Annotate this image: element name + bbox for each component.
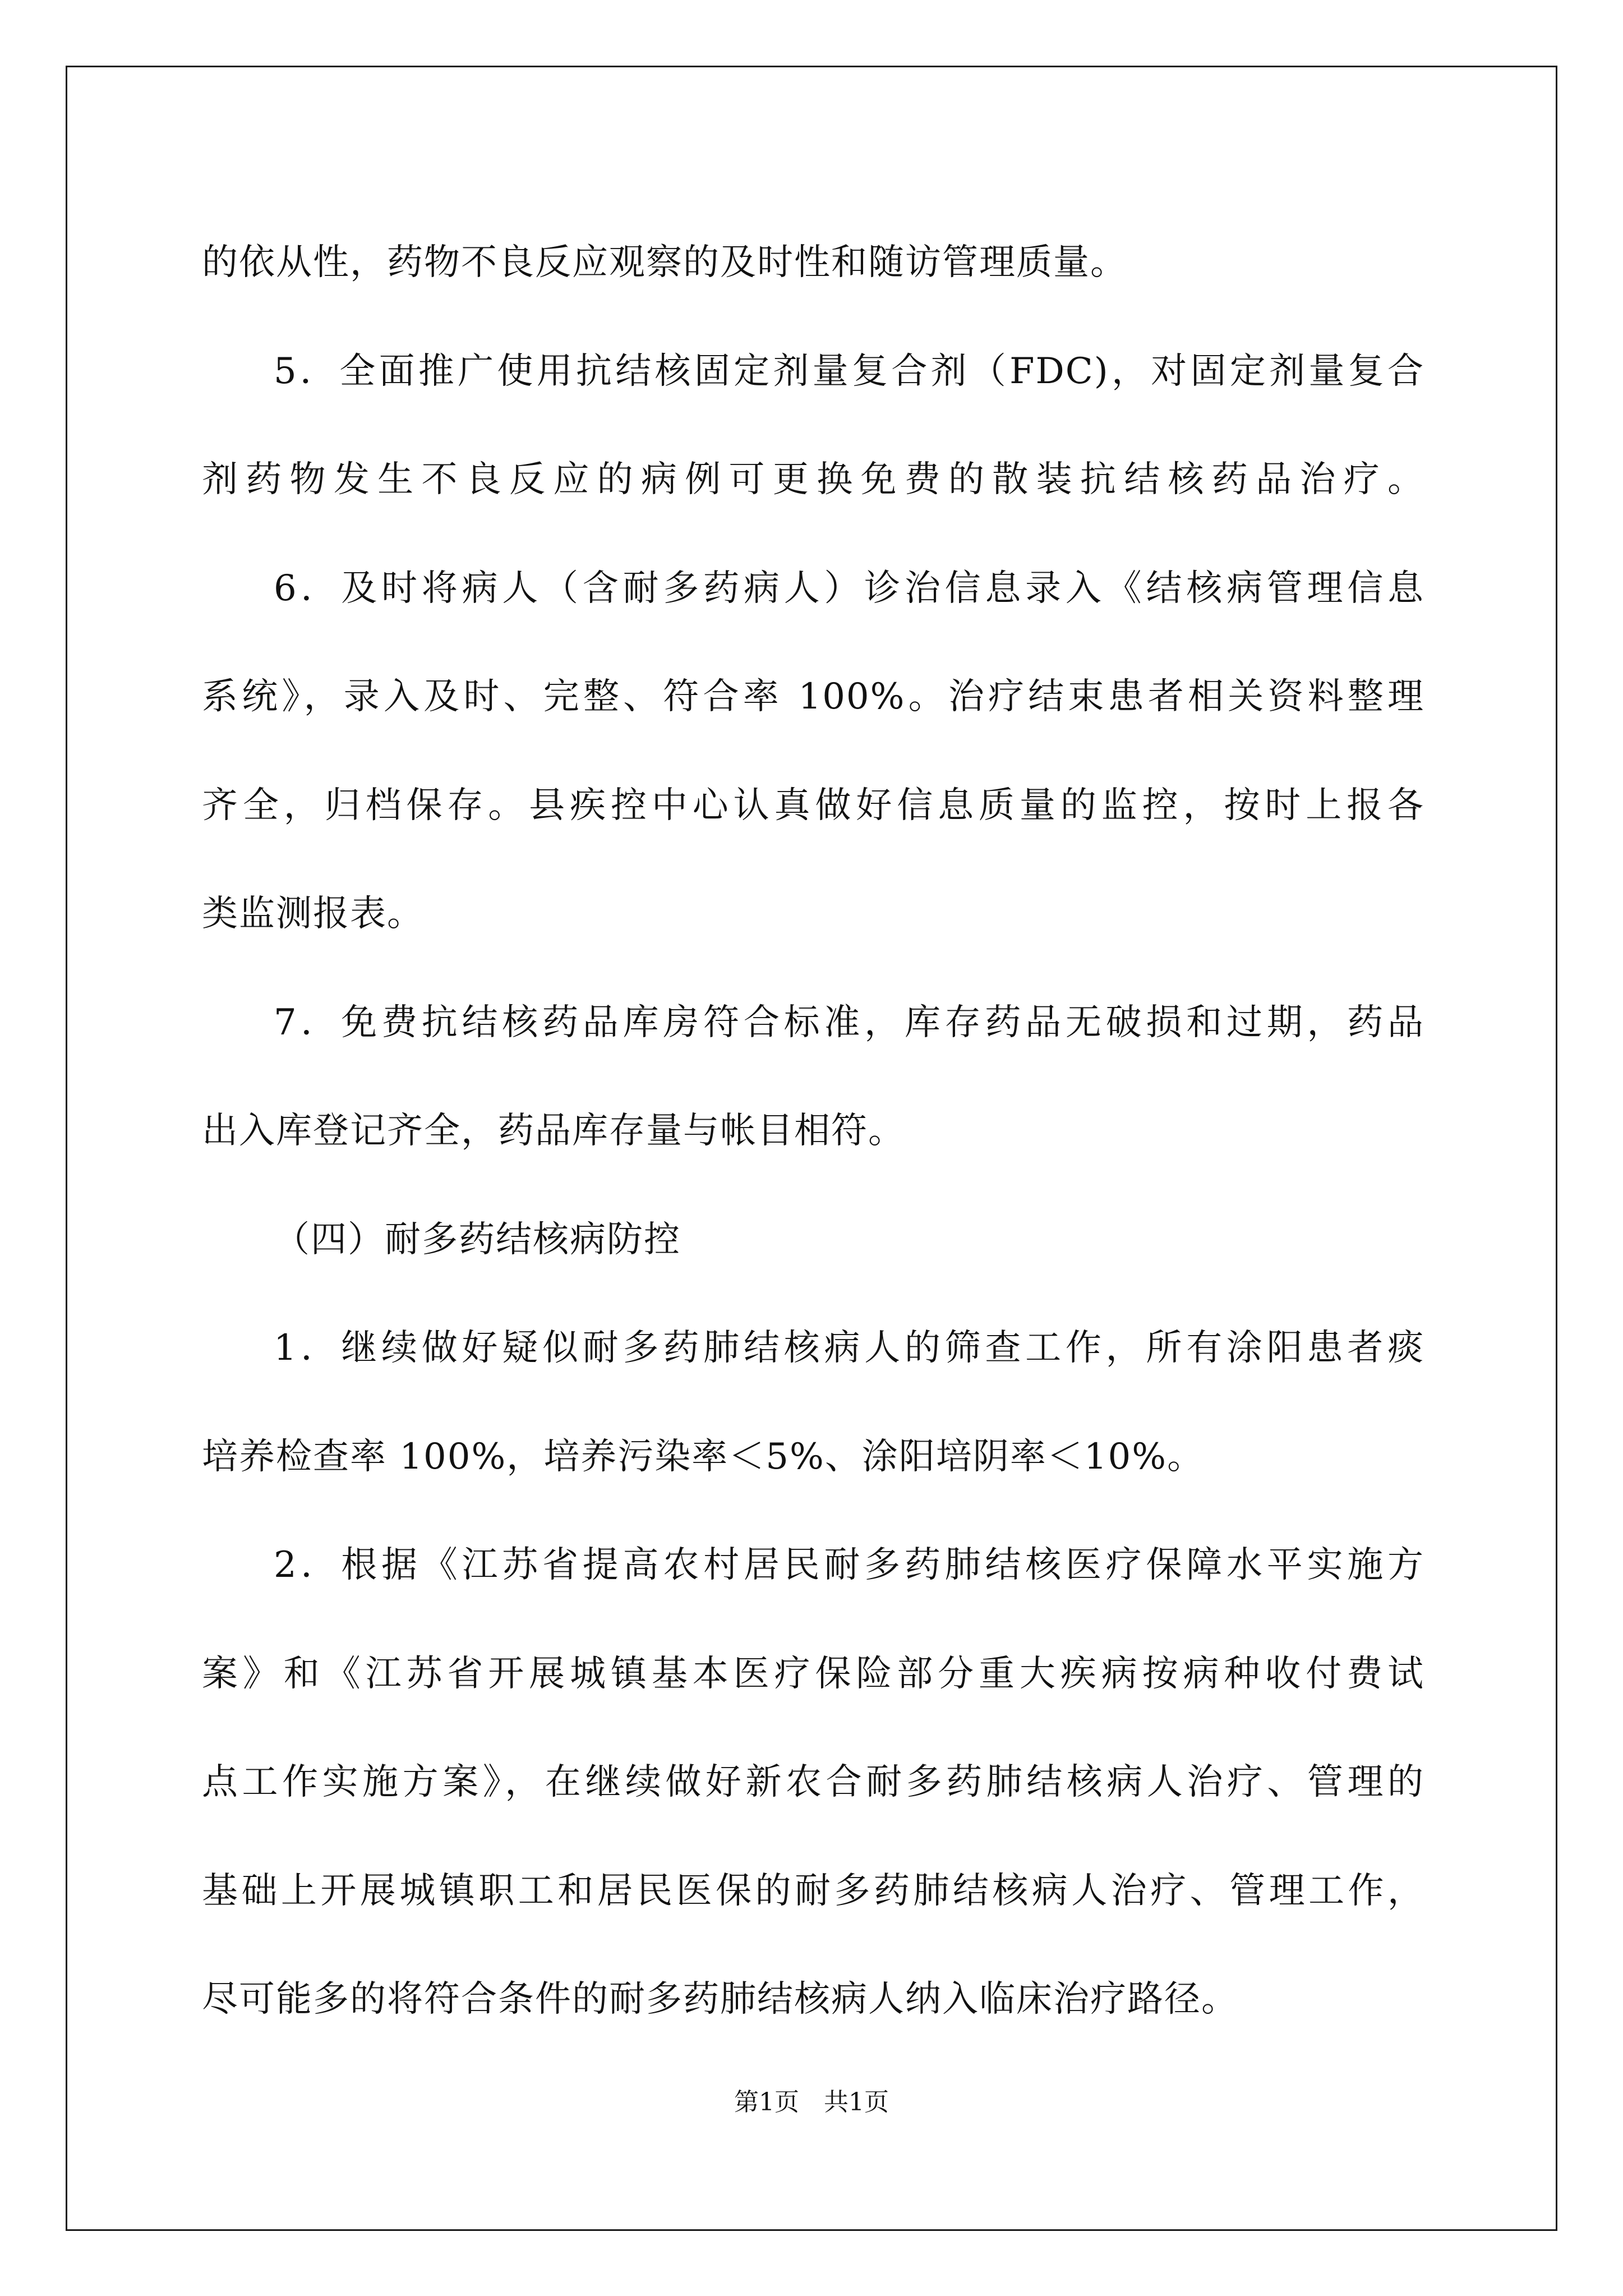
section-heading: （四）耐多药结核病防控 xyxy=(274,1218,681,1260)
body-line: 类监测报表。 xyxy=(202,893,424,935)
body-line: 案》和《江苏省开展城镇基本医疗保险部分重大疾病按病种收付费试 xyxy=(202,1653,1424,1695)
page-number: 第1页 xyxy=(734,2088,799,2116)
body-line: 的依从性，药物不良反应观察的及时性和随访管理质量。 xyxy=(202,242,1127,283)
body-line: 齐全，归档保存。县疾控中心认真做好信息质量的监控，按时上报各 xyxy=(202,784,1424,826)
body-line: 点工作实施方案》，在继续做好新农合耐多药肺结核病人治疗、管理的 xyxy=(202,1761,1424,1803)
body-line: 6．及时将病人（含耐多药病人）诊治信息录入《结核病管理信息 xyxy=(274,567,1424,609)
body-line: 基础上开展城镇职工和居民医保的耐多药肺结核病人治疗、管理工作， xyxy=(202,1870,1424,1912)
body-line: 尽可能多的将符合条件的耐多药肺结核病人纳入临床治疗路径。 xyxy=(202,1978,1238,2020)
page-total: 共1页 xyxy=(824,2088,889,2116)
document-body xyxy=(202,209,1424,2054)
body-line: 出入库登记齐全，药品库存量与帐目相符。 xyxy=(202,1110,905,1152)
page-footer xyxy=(0,2086,1623,2119)
body-line: 剂药物发生不良反应的病例可更换免费的散装抗结核药品治疗。 xyxy=(202,459,1424,500)
body-line: 1．继续做好疑似耐多药肺结核病人的筛查工作，所有涂阳患者痰 xyxy=(274,1327,1424,1369)
body-line: 5．全面推广使用抗结核固定剂量复合剂（FDC)，对固定剂量复合 xyxy=(274,350,1424,392)
body-line: 7．免费抗结核药品库房符合标准，库存药品无破损和过期，药品 xyxy=(274,1001,1424,1043)
body-line: 培养检查率 100%，培养污染率＜5%、涂阳培阴率＜10%。 xyxy=(202,1435,1205,1478)
body-line: 系统》，录入及时、完整、符合率 100%。治疗结束患者相关资料整理 xyxy=(202,676,1424,717)
body-line: 2．根据《江苏省提高农村居民耐多药肺结核医疗保障水平实施方 xyxy=(274,1544,1424,1586)
